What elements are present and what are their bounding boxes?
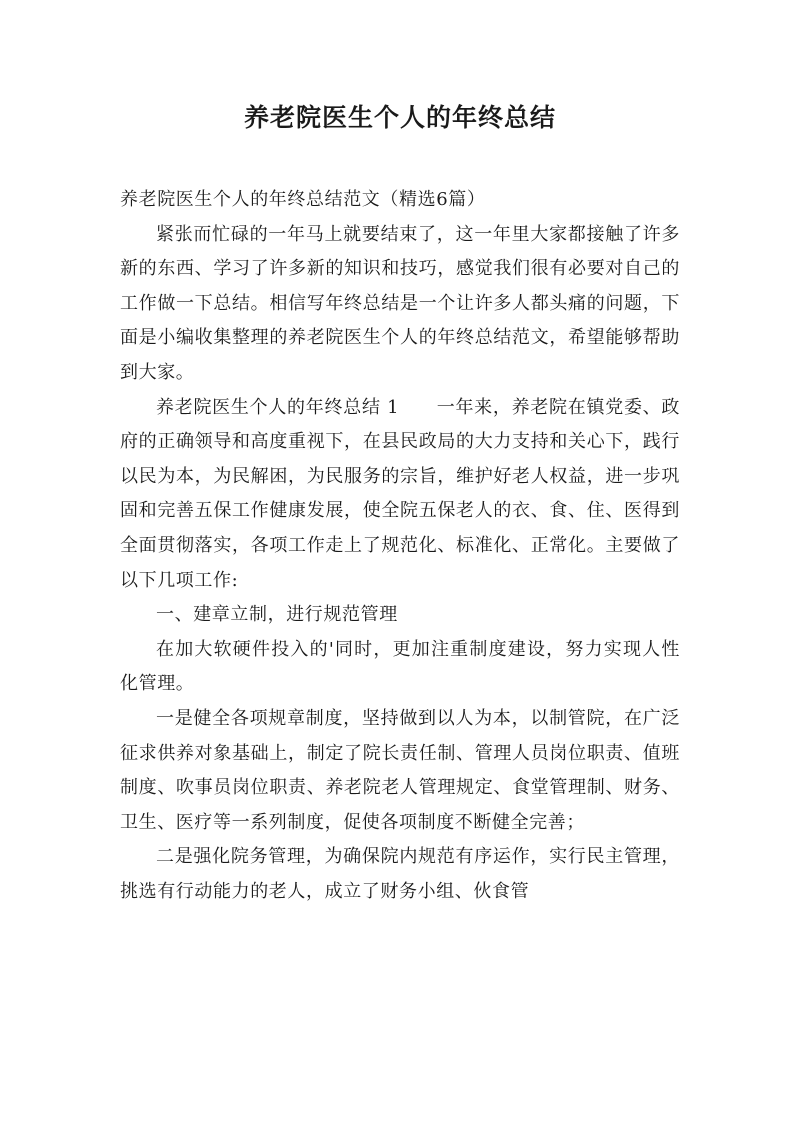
- paragraph-intro: 紧张而忙碌的一年马上就要结束了，这一年里大家都接触了许多新的东西、学习了许多新的知识和技巧，感觉我们很有必要对自己的工作做一下总结。相信写年终总结是一个让许多人都头痛的问题，下面是小编收集整理的养老院医生个人的年终总结范文，希望能够帮助到大家。: [120, 223, 680, 383]
- document-subtitle: 养老院医生个人的年终总结范文（精选6篇）: [120, 189, 486, 210]
- paragraph-summary-1: 养老院医生个人的年终总结 1 一年来，养老院在镇党委、政府的正确领导和高度重视下，在县民政局的大力支持和关心下，践行以民为本，为民解困，为民服务的宗旨，维护好老人权益，进一步巩固和完善五保工作健康发展，使全院五保老人的衣、食、住、医得到全面贯彻落实，各项工作走上了规范化、标准化、正常化。主要做了以下几项工作:: [120, 396, 680, 591]
- document-body: [120, 183, 680, 909]
- paragraph-section-intro: 在加大软硬件投入的'同时，更加注重制度建设，努力实现人性化管理。: [120, 638, 680, 695]
- paragraph-point-1: 一是健全各项规章制度，坚持做到以人为本，以制管院，在广泛征求供养对象基础上，制定了院长责任制、管理人员岗位职责、值班制度、吹事员岗位职责、养老院老人管理规定、食堂管理制、财务、卫生、医疗等一系列制度，促使各项制度不断健全完善；: [120, 707, 680, 833]
- document-title: 养老院医生个人的年终总结: [243, 103, 556, 132]
- section-heading: 一、建章立制，进行规范管理: [156, 604, 398, 626]
- paragraph-point-2: 二是强化院务管理，为确保院内规范有序运作，实行民主管理，挑选有行动能力的老人，成立了财务小组、伙食管: [120, 846, 680, 902]
